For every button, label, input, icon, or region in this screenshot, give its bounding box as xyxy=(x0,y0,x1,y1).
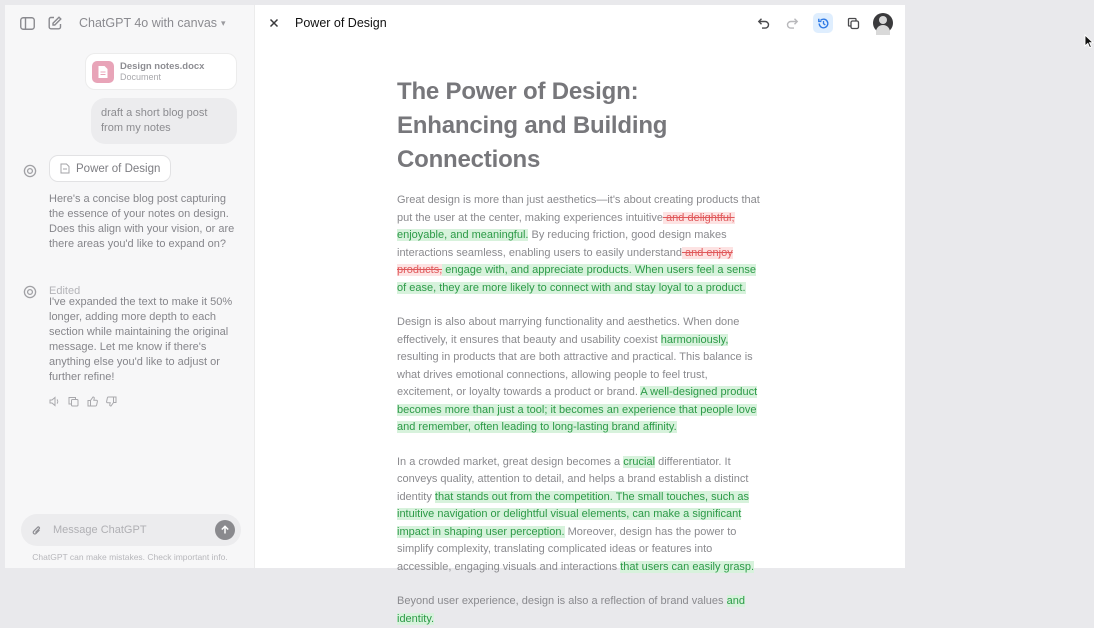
paragraph-text: differentiator. It conveys quality, attention to detail, and helps a brand establish a distinct identity xyxy=(397,455,749,503)
new-chat-icon[interactable] xyxy=(47,15,63,31)
paragraph-text: By reducing friction, good design makes interactions seamless, enabling users to easily understand xyxy=(397,229,727,259)
close-icon[interactable] xyxy=(267,16,281,30)
paragraph-text: Design is also about marrying functionality and aesthetics. When done effectively, it ensures that beauty and usability coexist xyxy=(397,316,740,346)
mouse-pointer-icon xyxy=(1084,34,1094,49)
arrow-up-icon xyxy=(220,525,230,535)
sidebar-toggle-icon[interactable] xyxy=(19,15,35,31)
show-changes-icon[interactable] xyxy=(813,13,833,33)
app-window xyxy=(5,5,905,625)
canvas-doc-icon xyxy=(60,163,70,174)
canvas-chip-label: Power of Design xyxy=(76,162,161,175)
added-text: A well-designed product becomes more than just a tool; it becomes an experience that people love and remember, often leading to long-lasting brand affinity. xyxy=(397,386,758,433)
added-text: that stands out from the competition. The small touches, such as intuitive navigation or delightful visual elements, can make a significant impact in shaping user perception. xyxy=(397,490,749,538)
message-actions xyxy=(49,396,117,407)
attachment-card[interactable] xyxy=(85,53,237,90)
chat-header xyxy=(5,5,254,41)
model-label: ChatGPT 4o with canvas xyxy=(79,16,218,30)
attach-paperclip-icon[interactable] xyxy=(31,524,43,536)
user-message: draft a short blog post from my notes xyxy=(91,98,237,144)
send-button[interactable] xyxy=(215,520,235,540)
canvas-toolbar xyxy=(753,13,893,33)
added-text: that users can easily grasp. xyxy=(620,560,755,573)
paragraph-text: In a crowded market, great design becomes a xyxy=(397,455,624,468)
copy-icon[interactable] xyxy=(843,13,863,33)
document-body xyxy=(397,75,763,628)
document-paragraph xyxy=(397,192,763,297)
redo-icon[interactable] xyxy=(783,13,803,33)
paragraph-text: resulting in products that are both attractive and practical. This balance is what drives emotional connections, allowing people to feel trust, excitement, or loyalty towards a product or brand. xyxy=(397,351,753,398)
undo-icon[interactable] xyxy=(753,13,773,33)
chat-panel xyxy=(5,5,255,568)
thumbs-down-icon[interactable] xyxy=(106,396,117,407)
attachment-info xyxy=(120,61,204,82)
model-selector[interactable] xyxy=(79,16,226,30)
thumbs-up-icon[interactable] xyxy=(87,396,98,407)
added-text: and identity. xyxy=(397,595,745,625)
added-text: engage with, and appreciate products. When users feel a sense of ease, they are more likely to connect with and stay loyal to a product. xyxy=(397,264,756,294)
assistant-logo-icon xyxy=(23,285,37,299)
paragraph-text: Beyond user experience, design is also a reflection of brand values xyxy=(397,595,727,607)
added-text: harmoniously, xyxy=(660,333,729,346)
chevron-down-icon: ▾ xyxy=(221,17,226,28)
assistant-reply-1: Here's a concise blog post capturing the essence of your notes on design. Does this align with your vision, or are there areas you'd like to expand on? xyxy=(49,193,235,250)
canvas-chip[interactable] xyxy=(49,155,171,182)
document-paragraph xyxy=(397,454,763,577)
attachment-name: Design notes.docx xyxy=(120,61,205,72)
document-icon xyxy=(92,61,114,83)
message-input[interactable]: Message ChatGPT xyxy=(53,524,147,536)
edited-label: Edited xyxy=(49,285,81,297)
document-paragraph xyxy=(397,593,763,628)
assistant-reply-2: I've expanded the text to make it 50% longer, adding more depth to each section while maintaining the original message. Let me know if there's anything else you'd like to adjust or further refine! xyxy=(49,296,233,383)
attachment-type: Document xyxy=(120,72,162,82)
added-text: crucial xyxy=(623,455,656,468)
assistant-logo-icon xyxy=(23,164,37,178)
document-paragraph xyxy=(397,314,763,437)
avatar[interactable] xyxy=(873,13,893,33)
deleted-text: and delightful, xyxy=(663,211,735,224)
read-aloud-icon[interactable] xyxy=(49,396,60,407)
message-composer[interactable] xyxy=(21,514,241,546)
canvas-panel xyxy=(255,5,905,625)
added-text: enjoyable, and meaningful. xyxy=(397,229,529,241)
document-heading: The Power of Design: Enhancing and Building Connections xyxy=(397,78,668,173)
paragraph-text: Great design is more than just aesthetics—it's about creating products that put the user at the center, making experiences intuitive xyxy=(397,194,760,224)
disclaimer-text: ChatGPT can make mistakes. Check important info. xyxy=(32,552,228,562)
canvas-title: Power of Design xyxy=(295,16,387,30)
deleted-text: and enjoy products, xyxy=(397,246,733,276)
paragraph-text: Moreover, design has the power to simplify complexity, translating complicated ideas or features into accessible, engaging visuals and interactions xyxy=(397,525,737,573)
copy-icon[interactable] xyxy=(68,396,79,407)
